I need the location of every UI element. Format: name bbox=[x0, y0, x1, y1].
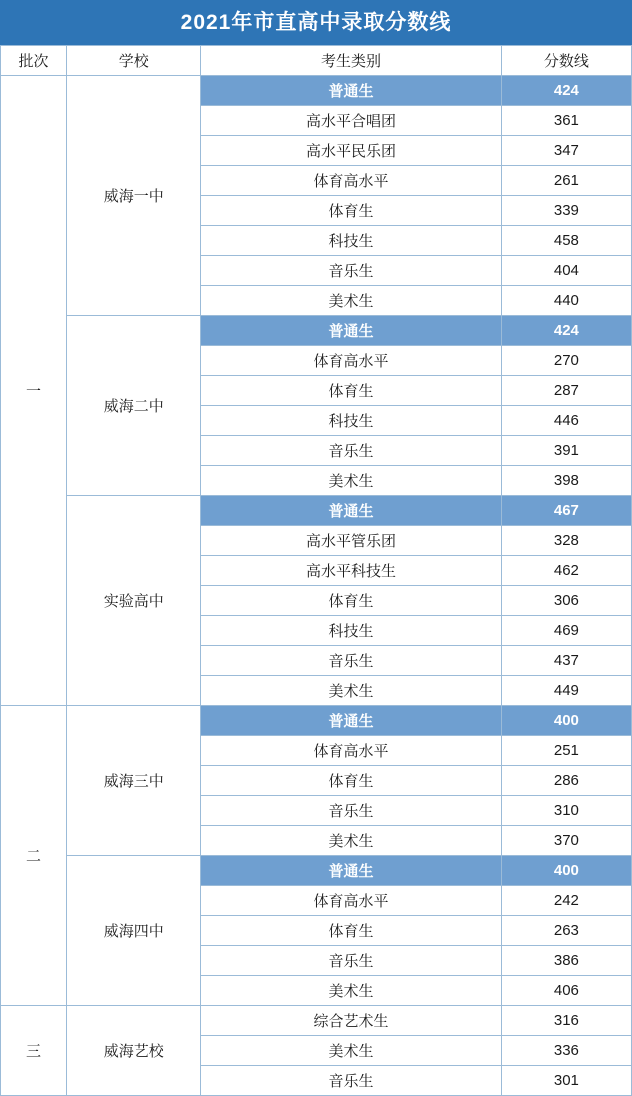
school-cell: 威海四中 bbox=[67, 856, 201, 1006]
candidate-type-cell: 美术生 bbox=[201, 1036, 501, 1066]
candidate-type-cell: 普通生 bbox=[201, 496, 501, 526]
score-cell: 440 bbox=[501, 286, 631, 316]
candidate-type-cell: 美术生 bbox=[201, 466, 501, 496]
candidate-type-cell: 体育高水平 bbox=[201, 346, 501, 376]
score-cell: 424 bbox=[501, 316, 631, 346]
candidate-type-cell: 科技生 bbox=[201, 616, 501, 646]
column-header-score: 分数线 bbox=[501, 46, 631, 76]
score-cell: 336 bbox=[501, 1036, 631, 1066]
candidate-type-cell: 美术生 bbox=[201, 976, 501, 1006]
table-row bbox=[1, 316, 632, 346]
candidate-type-cell: 音乐生 bbox=[201, 256, 501, 286]
column-header-type: 考生类别 bbox=[201, 46, 501, 76]
score-cell: 469 bbox=[501, 616, 631, 646]
candidate-type-cell: 普通生 bbox=[201, 856, 501, 886]
batch-cell: 二 bbox=[1, 706, 67, 1006]
batch-cell: 一 bbox=[1, 76, 67, 706]
candidate-type-cell: 体育高水平 bbox=[201, 736, 501, 766]
score-cell: 458 bbox=[501, 226, 631, 256]
candidate-type-cell: 美术生 bbox=[201, 676, 501, 706]
candidate-type-cell: 音乐生 bbox=[201, 436, 501, 466]
candidate-type-cell: 科技生 bbox=[201, 226, 501, 256]
candidate-type-cell: 音乐生 bbox=[201, 946, 501, 976]
table-row bbox=[1, 496, 632, 526]
candidate-type-cell: 高水平科技生 bbox=[201, 556, 501, 586]
batch-cell: 三 bbox=[1, 1006, 67, 1096]
score-cell: 400 bbox=[501, 856, 631, 886]
candidate-type-cell: 高水平合唱团 bbox=[201, 106, 501, 136]
score-cell: 361 bbox=[501, 106, 631, 136]
candidate-type-cell: 普通生 bbox=[201, 76, 501, 106]
candidate-type-cell: 音乐生 bbox=[201, 796, 501, 826]
table-row bbox=[1, 856, 632, 886]
score-cell: 261 bbox=[501, 166, 631, 196]
school-cell: 威海艺校 bbox=[67, 1006, 201, 1096]
score-cell: 301 bbox=[501, 1066, 631, 1096]
candidate-type-cell: 美术生 bbox=[201, 826, 501, 856]
score-cell: 398 bbox=[501, 466, 631, 496]
table-body bbox=[1, 76, 632, 1096]
score-cell: 449 bbox=[501, 676, 631, 706]
column-header-batch: 批次 bbox=[1, 46, 67, 76]
column-header-school: 学校 bbox=[67, 46, 201, 76]
candidate-type-cell: 高水平民乐团 bbox=[201, 136, 501, 166]
table-row bbox=[1, 76, 632, 106]
candidate-type-cell: 体育生 bbox=[201, 766, 501, 796]
score-cell: 242 bbox=[501, 886, 631, 916]
candidate-type-cell: 体育高水平 bbox=[201, 166, 501, 196]
score-cell: 263 bbox=[501, 916, 631, 946]
score-cell: 404 bbox=[501, 256, 631, 286]
candidate-type-cell: 音乐生 bbox=[201, 646, 501, 676]
candidate-type-cell: 体育生 bbox=[201, 376, 501, 406]
score-cell: 310 bbox=[501, 796, 631, 826]
table-row bbox=[1, 1006, 632, 1036]
candidate-type-cell: 高水平管乐团 bbox=[201, 526, 501, 556]
score-cell: 328 bbox=[501, 526, 631, 556]
table-header-row bbox=[1, 46, 632, 76]
score-cell: 270 bbox=[501, 346, 631, 376]
admission-score-table bbox=[0, 45, 632, 1096]
score-cell: 391 bbox=[501, 436, 631, 466]
score-cell: 316 bbox=[501, 1006, 631, 1036]
candidate-type-cell: 美术生 bbox=[201, 286, 501, 316]
school-cell: 威海一中 bbox=[67, 76, 201, 316]
candidate-type-cell: 音乐生 bbox=[201, 1066, 501, 1096]
candidate-type-cell: 体育高水平 bbox=[201, 886, 501, 916]
score-cell: 287 bbox=[501, 376, 631, 406]
candidate-type-cell: 普通生 bbox=[201, 316, 501, 346]
score-cell: 406 bbox=[501, 976, 631, 1006]
school-cell: 实验高中 bbox=[67, 496, 201, 706]
score-cell: 286 bbox=[501, 766, 631, 796]
score-cell: 467 bbox=[501, 496, 631, 526]
school-cell: 威海三中 bbox=[67, 706, 201, 856]
score-cell: 306 bbox=[501, 586, 631, 616]
candidate-type-cell: 体育生 bbox=[201, 586, 501, 616]
school-cell: 威海二中 bbox=[67, 316, 201, 496]
candidate-type-cell: 普通生 bbox=[201, 706, 501, 736]
table-header bbox=[1, 46, 632, 76]
score-cell: 339 bbox=[501, 196, 631, 226]
score-cell: 370 bbox=[501, 826, 631, 856]
score-cell: 400 bbox=[501, 706, 631, 736]
score-cell: 386 bbox=[501, 946, 631, 976]
score-cell: 347 bbox=[501, 136, 631, 166]
score-cell: 424 bbox=[501, 76, 631, 106]
candidate-type-cell: 体育生 bbox=[201, 196, 501, 226]
page-title: 2021年市直高中录取分数线 bbox=[0, 0, 632, 45]
table-row bbox=[1, 706, 632, 736]
candidate-type-cell: 体育生 bbox=[201, 916, 501, 946]
candidate-type-cell: 综合艺术生 bbox=[201, 1006, 501, 1036]
score-cell: 446 bbox=[501, 406, 631, 436]
candidate-type-cell: 科技生 bbox=[201, 406, 501, 436]
score-cell: 462 bbox=[501, 556, 631, 586]
score-cell: 251 bbox=[501, 736, 631, 766]
score-cell: 437 bbox=[501, 646, 631, 676]
